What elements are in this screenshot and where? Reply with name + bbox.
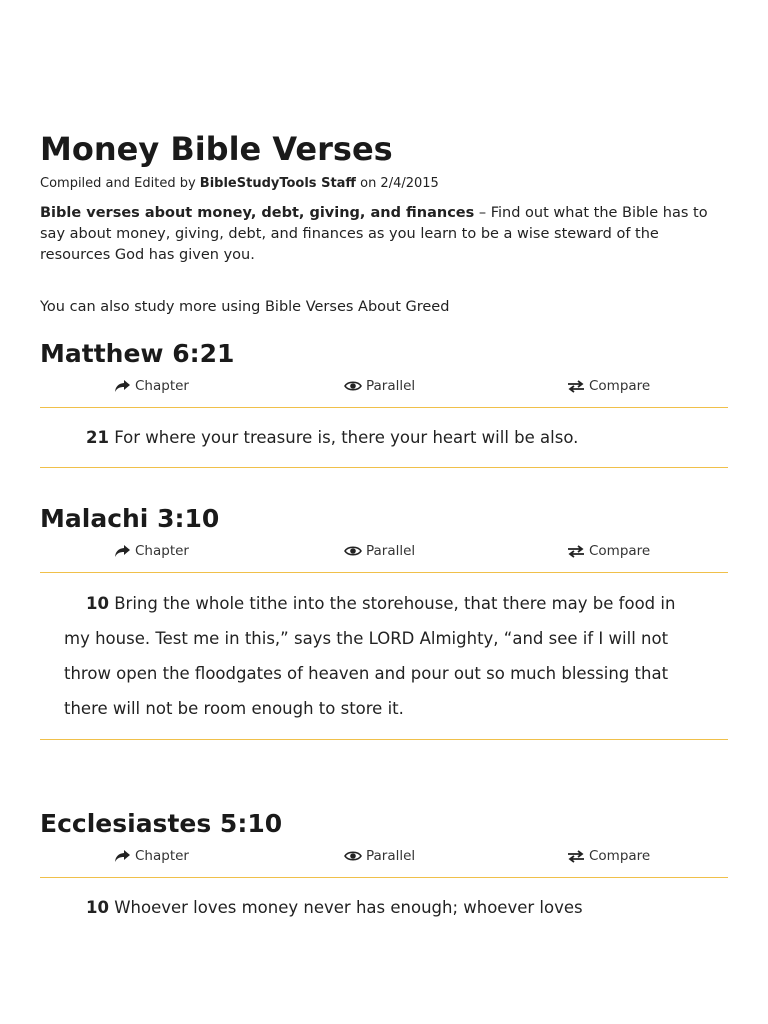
chapter-label: Chapter	[135, 848, 189, 864]
eye-icon	[344, 545, 362, 557]
chapter-label: Chapter	[135, 378, 189, 394]
verse-reference[interactable]: Malachi 3:10	[40, 504, 220, 533]
parallel-button[interactable]	[344, 377, 415, 395]
compare-button[interactable]	[567, 377, 650, 395]
intro-bold: Bible verses about money, debt, giving, and finances	[40, 205, 475, 221]
verse-number: 10	[86, 594, 109, 613]
share-arrow-icon	[114, 849, 131, 863]
byline	[40, 175, 439, 193]
share-arrow-icon	[114, 379, 131, 393]
verse-body: For where your treasure is, there your heart will be also.	[108, 428, 579, 447]
intro-text: – Find out what the Bible has to say about money, giving, debt, and finances as you learn to be a wise steward of the resources God has given you.	[40, 205, 708, 263]
verse-toolbar	[40, 841, 728, 878]
eye-icon	[344, 850, 362, 862]
verse-section	[40, 807, 728, 939]
byline-date: on 2/4/2015	[360, 176, 439, 191]
verse-body: Whoever loves money never has enough; whoever loves	[108, 898, 583, 917]
share-arrow-icon	[114, 544, 131, 558]
swap-arrows-icon	[567, 850, 585, 863]
compare-label: Compare	[589, 848, 651, 864]
compare-label: Compare	[589, 543, 651, 559]
intro-paragraph	[40, 203, 728, 266]
compare-label: Compare	[589, 378, 651, 394]
parallel-label: Parallel	[366, 848, 416, 864]
verse-text	[40, 878, 728, 939]
compare-button[interactable]	[567, 542, 650, 560]
chapter-button[interactable]	[114, 377, 189, 395]
parallel-label: Parallel	[366, 378, 416, 394]
parallel-button[interactable]	[344, 542, 415, 560]
compare-button[interactable]	[567, 847, 650, 865]
byline-author[interactable]: BibleStudyTools Staff	[199, 176, 356, 191]
verse-section	[40, 337, 728, 468]
swap-arrows-icon	[567, 380, 585, 393]
chapter-button[interactable]	[114, 847, 189, 865]
eye-icon	[344, 380, 362, 392]
parallel-button[interactable]	[344, 847, 415, 865]
verse-reference[interactable]: Matthew 6:21	[40, 339, 235, 368]
page-title: Money Bible Verses	[40, 130, 393, 168]
parallel-label: Parallel	[366, 543, 416, 559]
verse-number: 10	[86, 898, 109, 917]
verse-number: 21	[86, 428, 109, 447]
verse-toolbar	[40, 371, 728, 408]
verse-text	[40, 408, 728, 468]
verse-text	[40, 573, 728, 740]
chapter-button[interactable]	[114, 542, 189, 560]
verse-body: Bring the whole tithe into the storehouse, that there may be food in my house. Test me in this,” says the LORD Almighty, “and see if I will not throw open the floodgates of heaven and pour out so much blessing that there will not be room enough to store it.	[64, 594, 676, 718]
verse-reference[interactable]: Ecclesiastes 5:10	[40, 809, 283, 838]
verse-section	[40, 502, 728, 740]
chapter-label: Chapter	[135, 543, 189, 559]
swap-arrows-icon	[567, 545, 585, 558]
byline-prefix: Compiled and Edited by	[40, 176, 196, 191]
verse-toolbar	[40, 536, 728, 573]
also-study-link[interactable]: You can also study more using Bible Verses About Greed	[40, 299, 450, 315]
